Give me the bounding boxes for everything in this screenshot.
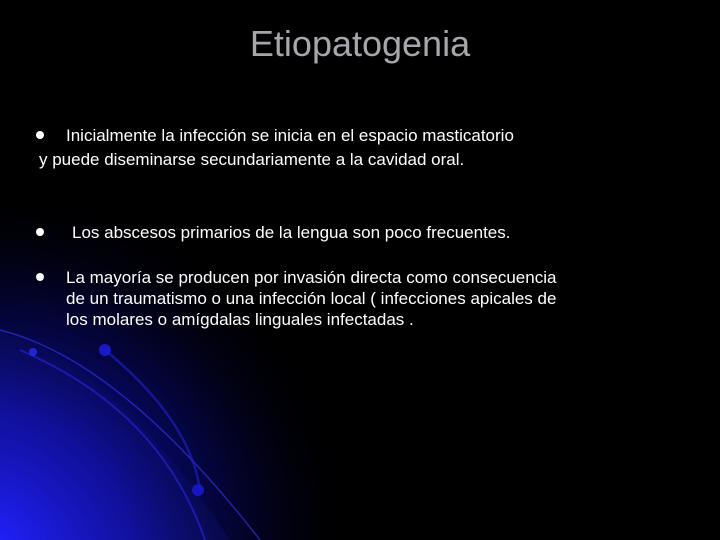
slide-title: Etiopatogenia xyxy=(249,23,471,64)
bullet-3-line-1: La mayoría se producen por invasión directa como consecuencia xyxy=(66,268,557,287)
bullet-2-line-1: Los abscesos primarios de la lengua son poco frecuentes. xyxy=(72,223,511,242)
decorative-dot xyxy=(99,344,111,356)
bullet-1-line-1: Inicialmente la infección se inicia en el espacio masticatorio xyxy=(66,126,514,145)
bullet-3-line-2: de un traumatismo o una infección local ( infecciones apicales de xyxy=(66,289,557,308)
bullet-dot xyxy=(36,273,44,281)
bullet-dot xyxy=(36,131,44,139)
bullet-1-line-2: y puede diseminarse secundariamente a la cavidad oral. xyxy=(39,150,465,169)
bullet-dot xyxy=(36,228,44,236)
decorative-dot xyxy=(29,348,37,356)
bullet-3-line-3: los molares o amígdalas linguales infectadas . xyxy=(66,310,414,329)
decorative-dot xyxy=(192,484,204,496)
